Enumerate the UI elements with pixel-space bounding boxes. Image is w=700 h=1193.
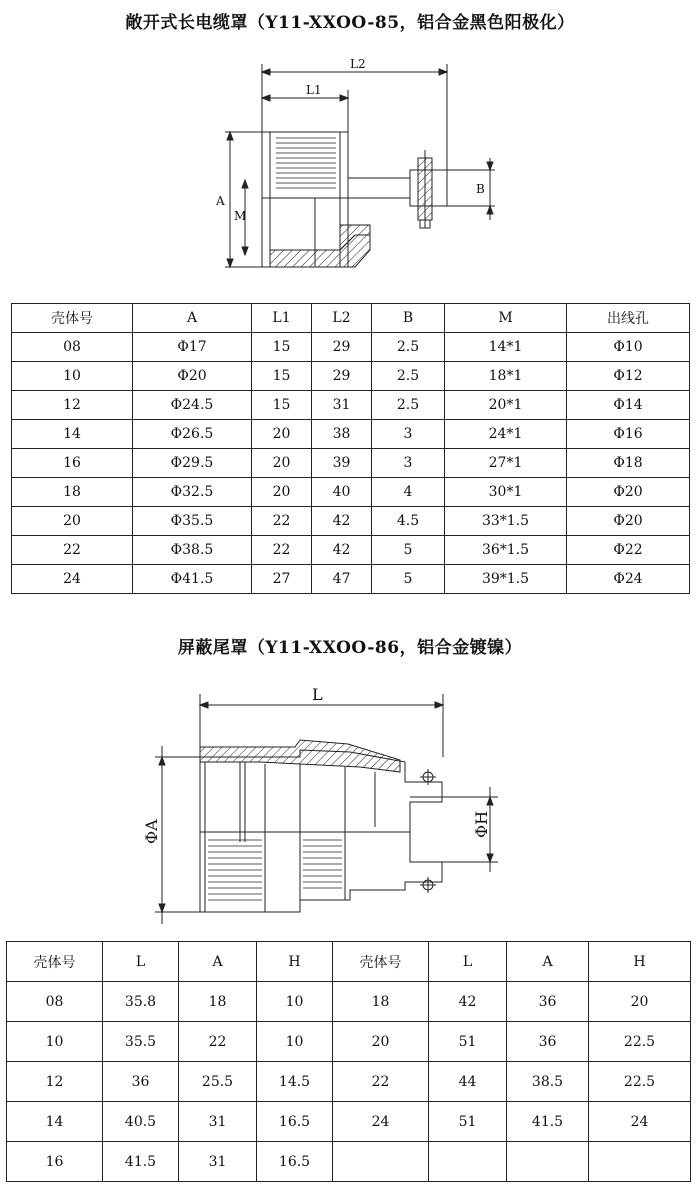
table-cell: 40 (312, 478, 372, 507)
table-cell: 16.5 (257, 1142, 333, 1182)
table-cell: 24 (589, 1102, 691, 1142)
table-cell: 5 (372, 565, 445, 594)
table-row (7, 1022, 691, 1062)
table-cell: 22 (333, 1062, 429, 1102)
table-cell: Φ20 (133, 362, 252, 391)
table-cell: 44 (429, 1062, 507, 1102)
table-cell: 18*1 (445, 362, 567, 391)
table-cell: 20 (12, 507, 133, 536)
header-outlet-hole: 出线孔 (567, 304, 690, 333)
table-cell: 36 (103, 1062, 179, 1102)
header-shell-no-2: 壳体号 (333, 942, 429, 982)
table-cell: Φ26.5 (133, 420, 252, 449)
table-cell: Φ24.5 (133, 391, 252, 420)
table-cell: 30*1 (445, 478, 567, 507)
header-m: M (445, 304, 567, 333)
table-cell: 24 (12, 565, 133, 594)
header-l: L (103, 942, 179, 982)
table-cell: Φ10 (567, 333, 690, 362)
header-l1: L1 (252, 304, 312, 333)
section1-title: 敞开式长电缆罩（Y11-XXOO-85，铝合金黑色阳极化） (125, 13, 575, 33)
table-cell: 42 (312, 507, 372, 536)
table-cell: 2.5 (372, 362, 445, 391)
table-cell: 27 (252, 565, 312, 594)
table-cell: 18 (12, 478, 133, 507)
table-cell: 42 (312, 536, 372, 565)
table-cell: Φ41.5 (133, 565, 252, 594)
table-cell: Φ14 (567, 391, 690, 420)
table-cell (333, 1142, 429, 1182)
table-cell: Φ20 (567, 478, 690, 507)
table-cell: 38 (312, 420, 372, 449)
table-cell: 5 (372, 536, 445, 565)
table-cell: 36*1.5 (445, 536, 567, 565)
table-cell: 47 (312, 565, 372, 594)
table-cell: 36 (507, 982, 589, 1022)
table-cell: 4 (372, 478, 445, 507)
table-cell: 31 (312, 391, 372, 420)
table-cell: 18 (333, 982, 429, 1022)
table-cell: Φ18 (567, 449, 690, 478)
open-cable-cover-drawing (0, 50, 700, 280)
dim-l1-label: L1 (306, 83, 322, 97)
table-cell: 08 (12, 333, 133, 362)
table-row (7, 1102, 691, 1142)
table-cell: 22 (12, 536, 133, 565)
table-row (12, 362, 690, 391)
table-cell: Φ17 (133, 333, 252, 362)
header-h-2: H (589, 942, 691, 982)
dim-l2-label: L2 (350, 57, 366, 71)
table-cell: 3 (372, 420, 445, 449)
table-cell: Φ29.5 (133, 449, 252, 478)
header-h: H (257, 942, 333, 982)
header-a: A (179, 942, 257, 982)
table-row (12, 478, 690, 507)
dim-phi-a-label: ΦA (142, 819, 161, 844)
table-cell: 14 (7, 1102, 103, 1142)
header-b: B (372, 304, 445, 333)
table-cell: 10 (257, 982, 333, 1022)
table-cell: 35.8 (103, 982, 179, 1022)
table-cell: 16 (7, 1142, 103, 1182)
table-cell: 39 (312, 449, 372, 478)
header-a: A (133, 304, 252, 333)
table-cell: 4.5 (372, 507, 445, 536)
table-cell: 20*1 (445, 391, 567, 420)
table-cell: Φ35.5 (133, 507, 252, 536)
header-l2: L2 (312, 304, 372, 333)
table-cell: 22.5 (589, 1062, 691, 1102)
table-cell: 12 (7, 1062, 103, 1102)
table-cell: 36 (507, 1022, 589, 1062)
table-cell: 15 (252, 333, 312, 362)
header-shell-no: 壳体号 (12, 304, 133, 333)
table-header-row (12, 304, 690, 333)
table-cell: 08 (7, 982, 103, 1022)
dim-l-label: L (312, 685, 323, 704)
table-row (12, 536, 690, 565)
table-cell: Φ24 (567, 565, 690, 594)
table-cell: 2.5 (372, 333, 445, 362)
table-cell: Φ22 (567, 536, 690, 565)
table-cell: 24*1 (445, 420, 567, 449)
table-cell: Φ12 (567, 362, 690, 391)
table-cell: 22 (252, 507, 312, 536)
table-cell: 10 (12, 362, 133, 391)
table-cell: 51 (429, 1022, 507, 1062)
table-cell: 38.5 (507, 1062, 589, 1102)
dim-phi-h-label: ΦH (472, 810, 491, 838)
table-row (12, 391, 690, 420)
table-row (12, 449, 690, 478)
table-cell: Φ38.5 (133, 536, 252, 565)
table-cell: 27*1 (445, 449, 567, 478)
table-cell: 20 (252, 478, 312, 507)
table-cell (429, 1142, 507, 1182)
dim-b-label: B (476, 182, 485, 196)
table-cell: 40.5 (103, 1102, 179, 1142)
table-cell: 14.5 (257, 1062, 333, 1102)
table-cell: 12 (12, 391, 133, 420)
open-cable-cover-spec-table (11, 303, 690, 594)
table-cell: 15 (252, 391, 312, 420)
table-row (12, 565, 690, 594)
table-cell: 41.5 (103, 1142, 179, 1182)
header-l-2: L (429, 942, 507, 982)
header-a-2: A (507, 942, 589, 982)
table-cell: 14*1 (445, 333, 567, 362)
table-cell: 39*1.5 (445, 565, 567, 594)
table-cell: 16 (12, 449, 133, 478)
table-cell (589, 1142, 691, 1182)
table-row (12, 507, 690, 536)
table-cell: 15 (252, 362, 312, 391)
dim-m-label: M (234, 209, 247, 223)
table-row (7, 982, 691, 1022)
table-cell: 33*1.5 (445, 507, 567, 536)
shield-tail-cover-drawing (0, 672, 700, 937)
shield-tail-cover-spec-table (6, 941, 691, 1182)
table-cell: 31 (179, 1142, 257, 1182)
table-cell: 10 (257, 1022, 333, 1062)
table-cell: 20 (333, 1022, 429, 1062)
table-cell: 22.5 (589, 1022, 691, 1062)
table-cell: 20 (589, 982, 691, 1022)
section2-title: 屏蔽尾罩（Y11-XXOO-86，铝合金镀镍） (177, 638, 523, 658)
table-row (7, 1062, 691, 1102)
table-row (12, 420, 690, 449)
table-cell: 16.5 (257, 1102, 333, 1142)
table-cell: 10 (7, 1022, 103, 1062)
table-cell: 29 (312, 333, 372, 362)
table-cell: 20 (252, 449, 312, 478)
table-cell: Φ16 (567, 420, 690, 449)
table-cell: 31 (179, 1102, 257, 1142)
table-cell: 29 (312, 362, 372, 391)
table-cell: 2.5 (372, 391, 445, 420)
header-shell-no: 壳体号 (7, 942, 103, 982)
table-row (7, 1142, 691, 1182)
table-cell: 22 (179, 1022, 257, 1062)
table-cell (507, 1142, 589, 1182)
table-cell: 22 (252, 536, 312, 565)
table-cell: 41.5 (507, 1102, 589, 1142)
table-cell: 3 (372, 449, 445, 478)
dim-a-label: A (216, 194, 225, 208)
table-row (12, 333, 690, 362)
table-cell: 25.5 (179, 1062, 257, 1102)
table-cell: 20 (252, 420, 312, 449)
table-cell: 42 (429, 982, 507, 1022)
table-cell: 35.5 (103, 1022, 179, 1062)
table-header-row (7, 942, 691, 982)
table-cell: 18 (179, 982, 257, 1022)
table-cell: 51 (429, 1102, 507, 1142)
table-cell: Φ32.5 (133, 478, 252, 507)
table-cell: Φ20 (567, 507, 690, 536)
table-cell: 14 (12, 420, 133, 449)
table-cell: 24 (333, 1102, 429, 1142)
